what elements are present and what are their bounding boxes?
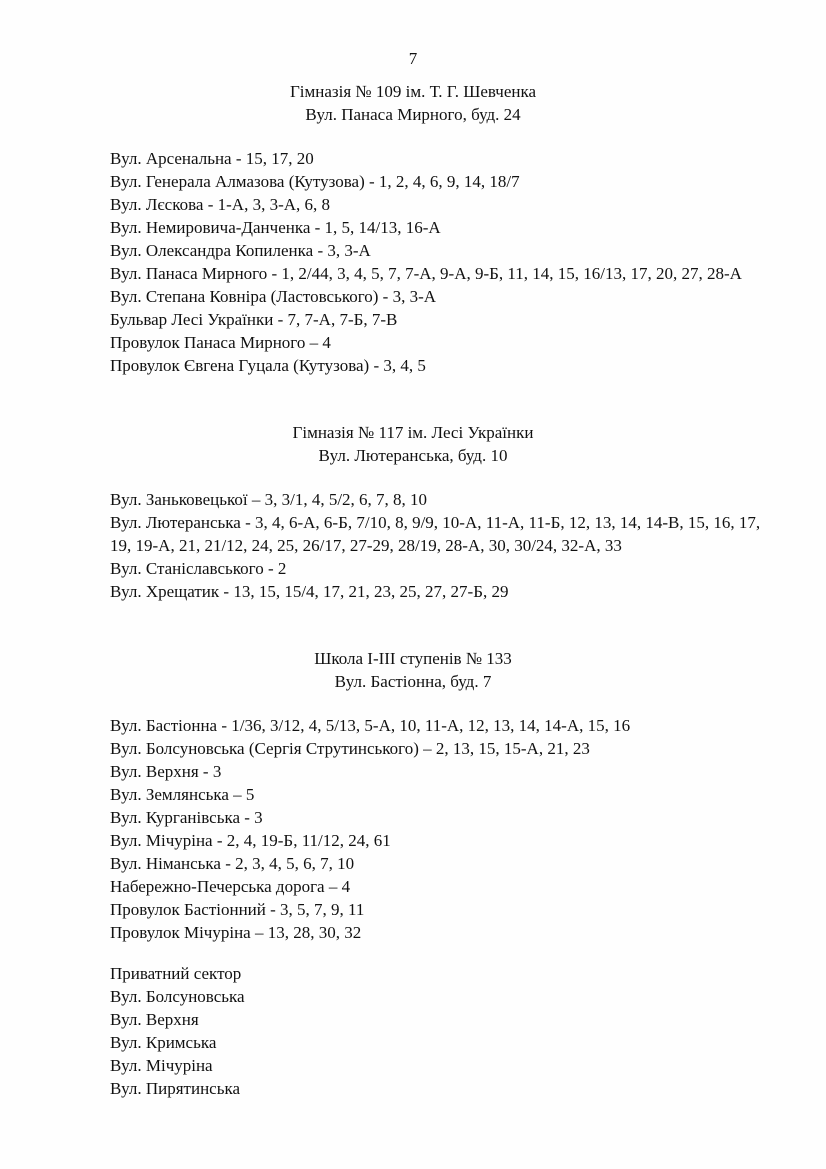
list-item: Вул. Курганівська - 3	[110, 808, 263, 827]
page-number: 7	[408, 49, 418, 68]
list-item: Вул. Болсуновська	[110, 987, 245, 1006]
section-header-school-133	[0, 647, 826, 693]
list-item: Вул. Мічуріна	[110, 1056, 213, 1075]
list-item: Вул. Заньковецької – 3, 3/1, 4, 5/2, 6, 7, 8, 10	[110, 490, 428, 509]
street-list-gymnasium-117	[110, 488, 785, 603]
list-item: Провулок Мічуріна – 13, 28, 30, 32	[110, 923, 362, 942]
list-item: Бульвар Лесі Українки - 7, 7-А, 7-Б, 7-В	[110, 310, 398, 329]
list-item: Вул. Верхня - 3	[110, 762, 222, 781]
section-title: Гімназія № 109 ім. Т. Г. Шевченка	[289, 82, 537, 101]
section-title: Школа І-ІІІ ступенів № 133	[314, 649, 512, 668]
section-address: Вул. Панаса Мирного, буд. 24	[305, 105, 521, 124]
street-list-school-133	[110, 714, 785, 944]
section-title: Гімназія № 117 ім. Лесі Українки	[292, 423, 534, 442]
list-item: Вул. Станіславського - 2	[110, 559, 287, 578]
list-item: Вул. Німанська - 2, 3, 4, 5, 6, 7, 10	[110, 854, 355, 873]
list-item: Вул. Генерала Алмазова (Кутузова) - 1, 2, 4, 6, 9, 14, 18/7	[110, 172, 520, 191]
street-list-gymnasium-109	[110, 147, 785, 377]
list-item: Вул. Болсуновська (Сергія Струтинського) – 2, 13, 15, 15-А, 21, 23	[110, 739, 590, 758]
list-item: Вул. Верхня	[110, 1010, 199, 1029]
section-address: Вул. Лютеранська, буд. 10	[318, 446, 508, 465]
list-item: Вул. Лєскова - 1-А, 3, 3-А, 6, 8	[110, 195, 331, 214]
private-sector-title: Приватний сектор	[110, 964, 242, 983]
section-header-gymnasium-109	[0, 80, 826, 126]
list-item: Вул. Мічуріна - 2, 4, 19-Б, 11/12, 24, 61	[110, 831, 391, 850]
list-item: Набережно-Печерська дорога – 4	[110, 877, 351, 896]
private-sector-list	[110, 962, 785, 1100]
list-item: Провулок Бастіонний - 3, 5, 7, 9, 11	[110, 900, 365, 919]
list-item: Вул. Бастіонна - 1/36, 3/12, 4, 5/13, 5-А, 10, 11-А, 12, 13, 14, 14-А, 15, 16	[110, 716, 631, 735]
list-item: Провулок Євгена Гуцала (Кутузова) - 3, 4, 5	[110, 356, 426, 375]
list-item: Вул. Олександра Копиленка - 3, 3-А	[110, 241, 371, 260]
list-item: Вул. Панаса Мирного - 1, 2/44, 3, 4, 5, 7, 7-А, 9-А, 9-Б, 11, 14, 15, 16/13, 17, 20, 27, 28-А	[110, 264, 742, 283]
list-item: Вул. Хрещатик - 13, 15, 15/4, 17, 21, 23, 25, 27, 27-Б, 29	[110, 582, 509, 601]
list-item: Вул. Лютеранська - 3, 4, 6-А, 6-Б, 7/10, 8, 9/9, 10-А, 11-А, 11-Б, 12, 13, 14, 14-В, 15, 16, 17, 19, 19-А, 21, 21/12, 24, 25, 26/17, 27-29, 28/19, 28-А, 30, 30/24, 32-А, 33	[110, 513, 761, 555]
list-item: Вул. Кримська	[110, 1033, 217, 1052]
section-address: Вул. Бастіонна, буд. 7	[334, 672, 492, 691]
section-header-gymnasium-117	[0, 421, 826, 467]
list-item: Вул. Немировича-Данченка - 1, 5, 14/13, 16-А	[110, 218, 441, 237]
list-item: Вул. Землянська – 5	[110, 785, 255, 804]
list-item: Вул. Степана Ковніра (Ластовського) - 3, 3-А	[110, 287, 437, 306]
list-item: Вул. Арсенальна - 15, 17, 20	[110, 149, 314, 168]
list-item: Провулок Панаса Мирного – 4	[110, 333, 331, 352]
list-item: Вул. Пирятинська	[110, 1079, 241, 1098]
